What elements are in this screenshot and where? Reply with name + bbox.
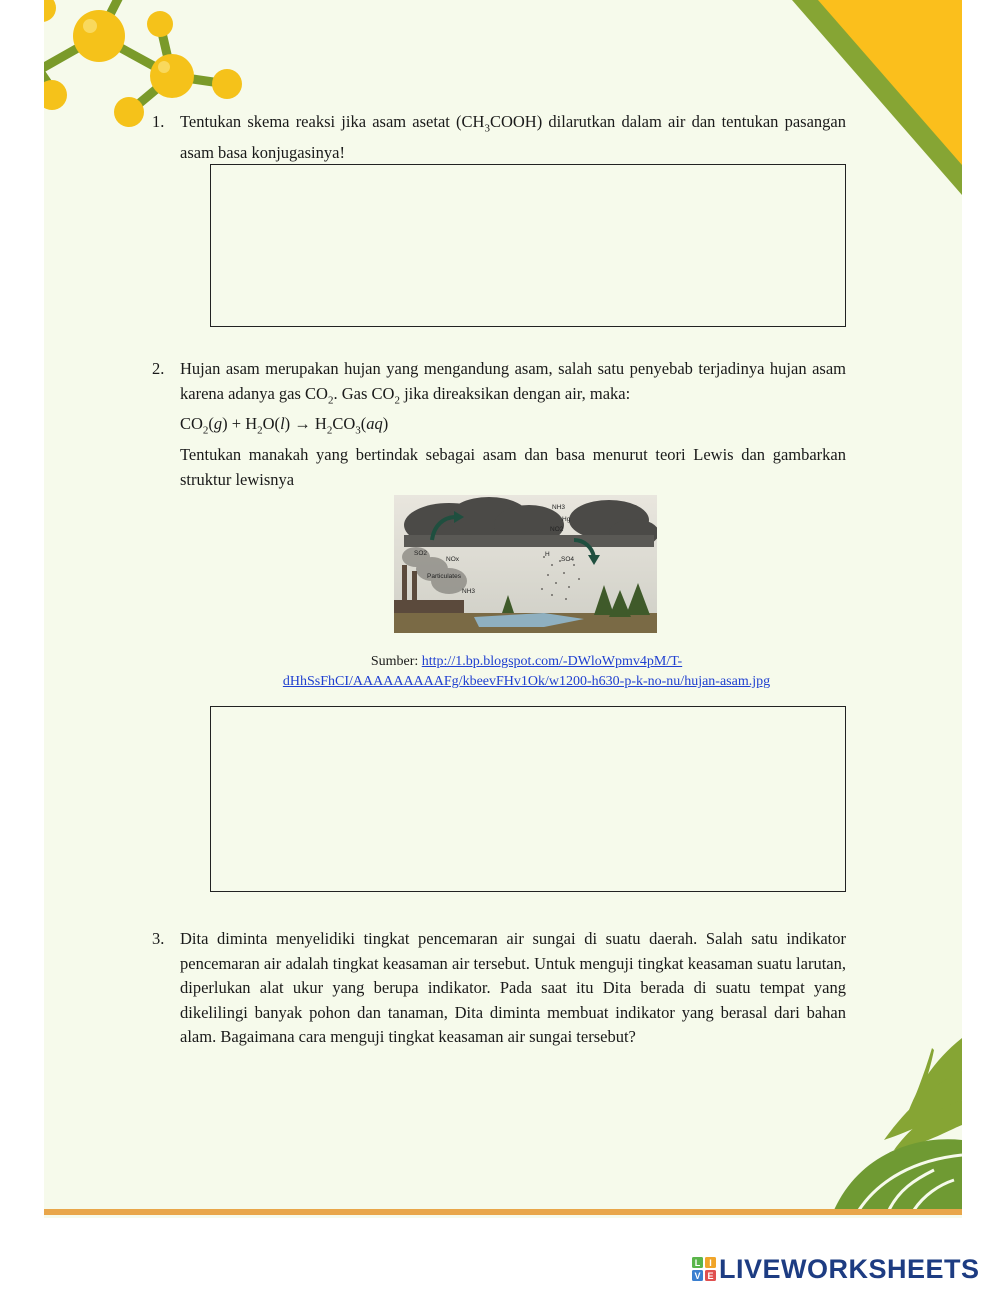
label-so2: SO2 (414, 550, 428, 557)
label-h: H (545, 551, 550, 558)
brand-name: LIVEWORKSHEETS (719, 1253, 980, 1284)
question-number: 2. (152, 359, 165, 378)
question-text: Dita diminta menyelidiki tingkat pencemaran air sungai di suatu daerah. Salah satu indikator pencemaran air adalah tingkat keasaman air tersebut. Untuk menguji tingkat keasaman suatu larutan, diperlukan alat ukur yang berupa indikator. Pada saat itu Dita berada di suatu tempat yang dikelilingi banyak pohon dan tanaman, Dita diminta membuat indikator yang berasal dari bahan alam. Bagaimana cara menguji tingkat keasaman air sungai tersebut? (180, 929, 846, 1046)
question-text: Tentukan skema reaksi jika asam asetat $(CH_3COOH)$ dilarutkan dalam air dan tentukan pasangan asam basa konjugasinya! (180, 112, 846, 162)
acid-rain-illustration (394, 495, 657, 633)
label-nh3-low: NH3 (462, 588, 476, 595)
worksheet-page (44, 0, 962, 1218)
question-text: Hujan asam merupakan hujan yang mengandung asam, salah satu penyebab terjadinya hujan asam karena adanya gas $CO_2$. Gas $CO_2$ jika direaksikan dengan air, maka: (180, 359, 846, 406)
leaves-decoration (784, 1030, 962, 1218)
bottom-orange-bar (44, 1209, 962, 1215)
question-3 (152, 927, 846, 1050)
svg-text:V: V (694, 1271, 701, 1281)
question-2 (152, 357, 846, 492)
label-nox: NOx (446, 556, 459, 563)
svg-text:I: I (709, 1258, 712, 1268)
answer-box-1[interactable] (210, 164, 846, 327)
label-so4: SO4 (561, 556, 575, 563)
liveworksheets-footer[interactable] (692, 1254, 980, 1284)
label-nh3-top: NH3 (552, 504, 566, 511)
source-link[interactable]: http://1.bp.blogspot.com/-DWloWpmv4pM/T- dHhSsFhCI/AAAAAAAAAFg/kbeevFHv1Ok/w1200-h630-p-k-no-nu/hujan-asam.jpg (282, 654, 771, 689)
question-1 (152, 110, 846, 165)
label-hg: Hg (562, 516, 571, 523)
liveworksheets-logo-icon (692, 1257, 716, 1281)
svg-text:E: E (707, 1271, 714, 1281)
question-number: 3. (152, 929, 165, 948)
image-source (194, 652, 859, 692)
question-instruction: Tentukan manakah yang bertindak sebagai asam dan basa menurut teori Lewis dan gambarkan struktur lewisnya (180, 445, 846, 489)
svg-text:L: L (694, 1258, 701, 1268)
answer-box-2[interactable] (210, 706, 846, 892)
source-label: Sumber: (370, 654, 422, 669)
question-number: 1. (152, 112, 165, 131)
label-particulates: Particulates (427, 573, 461, 580)
label-no2: NO2 (550, 526, 564, 533)
reaction-equation: $CO_2(g) + H_2O(l) \to H_2CO_3(aq)$ (180, 414, 389, 437)
